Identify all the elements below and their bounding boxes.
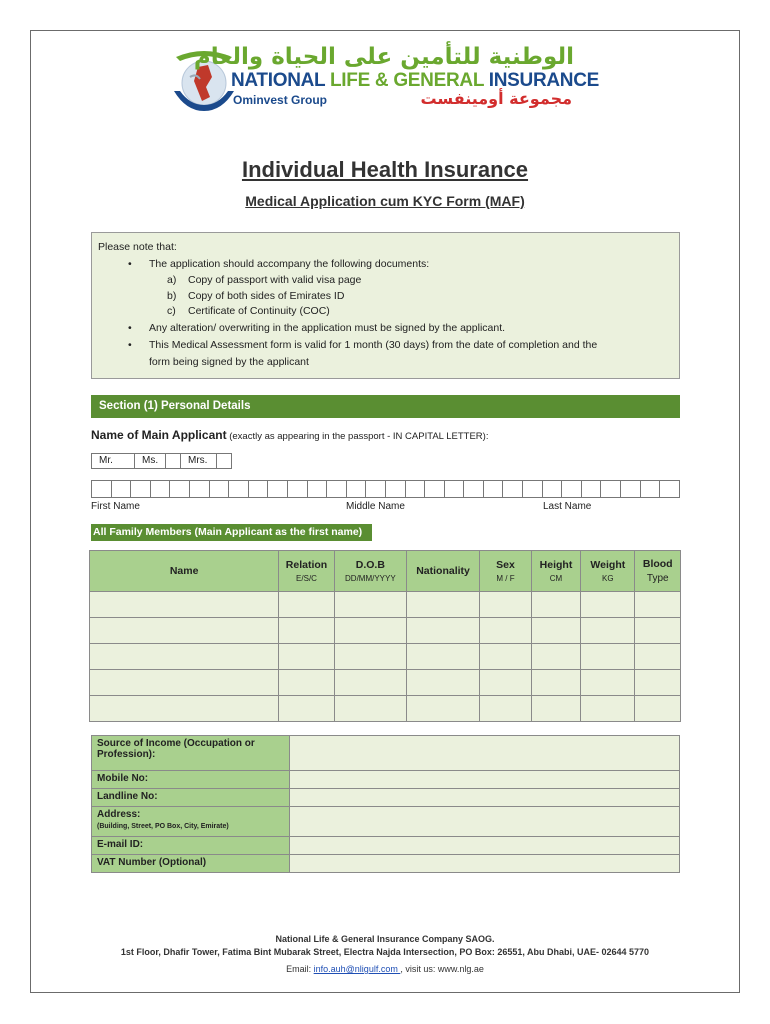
family-cell[interactable] xyxy=(581,696,635,722)
landline-label: Landline No: xyxy=(92,789,290,807)
name-char-box[interactable] xyxy=(347,480,367,498)
name-char-box[interactable] xyxy=(582,480,602,498)
family-cell[interactable] xyxy=(406,696,479,722)
col-header-sex: Sex M / F xyxy=(480,551,532,592)
family-cell[interactable] xyxy=(334,696,406,722)
main-applicant-label: Name of Main Applicant (exactly as appearing in the passport - IN CAPITAL LETTER): xyxy=(91,428,489,442)
col-header-relation: Relation E/S/C xyxy=(279,551,335,592)
family-cell[interactable] xyxy=(406,644,479,670)
source-of-income-field[interactable] xyxy=(290,736,680,771)
family-cell[interactable] xyxy=(635,670,681,696)
name-char-box[interactable] xyxy=(151,480,171,498)
family-cell[interactable] xyxy=(635,592,681,618)
family-cell[interactable] xyxy=(480,670,532,696)
family-cell[interactable] xyxy=(635,644,681,670)
table-row xyxy=(92,771,680,789)
family-cell[interactable] xyxy=(531,592,580,618)
last-name-label: Last Name xyxy=(543,501,592,512)
email-label: E-mail ID: xyxy=(92,837,290,855)
name-char-box[interactable] xyxy=(170,480,190,498)
title-option-mrs[interactable]: Mrs. xyxy=(180,453,217,469)
family-cell[interactable] xyxy=(334,644,406,670)
note-doc-coc: Certificate of Continuity (COC) xyxy=(188,305,330,317)
family-cell[interactable] xyxy=(279,618,335,644)
family-cell[interactable] xyxy=(334,670,406,696)
list-marker: c) xyxy=(167,305,176,317)
footer-address: 1st Floor, Dhafir Tower, Fatima Bint Mubarak Street, Electra Najda Intersection, PO Box: 26551, Abu Dhabi, UAE- 02644 5770 xyxy=(120,947,650,957)
name-char-box[interactable] xyxy=(308,480,328,498)
name-char-box[interactable] xyxy=(190,480,210,498)
family-cell[interactable] xyxy=(581,618,635,644)
name-char-box[interactable] xyxy=(445,480,465,498)
mobile-field[interactable] xyxy=(290,771,680,789)
family-cell[interactable] xyxy=(406,592,479,618)
middle-name-label: Middle Name xyxy=(346,501,405,512)
name-char-box[interactable] xyxy=(327,480,347,498)
list-marker: b) xyxy=(167,290,177,302)
name-char-box[interactable] xyxy=(288,480,308,498)
family-cell[interactable] xyxy=(480,592,532,618)
title-option-ms[interactable]: Ms. xyxy=(134,453,166,469)
name-char-box[interactable] xyxy=(366,480,386,498)
email-link[interactable]: info.auh@nligulf.com xyxy=(313,964,401,974)
first-name-label: First Name xyxy=(91,501,140,512)
note-bullet-validity: This Medical Assessment form is valid for 1 month (30 days) from the date of completion and the xyxy=(149,339,598,351)
family-cell[interactable] xyxy=(531,696,580,722)
table-row xyxy=(92,736,680,771)
family-cell[interactable] xyxy=(480,644,532,670)
name-char-box[interactable] xyxy=(425,480,445,498)
name-char-box[interactable] xyxy=(91,480,112,498)
name-char-box[interactable] xyxy=(464,480,484,498)
family-cell[interactable] xyxy=(334,592,406,618)
table-row xyxy=(92,855,680,873)
family-cell[interactable] xyxy=(480,696,532,722)
note-doc-passport: Copy of passport with valid visa page xyxy=(188,274,362,286)
logo-group-name: Ominvest Group xyxy=(233,93,328,107)
family-cell[interactable] xyxy=(334,618,406,644)
list-marker: a) xyxy=(167,274,177,286)
vat-field[interactable] xyxy=(290,855,680,873)
note-doc-emirates-id: Copy of both sides of Emirates ID xyxy=(188,290,345,302)
table-row xyxy=(90,670,681,696)
name-char-box[interactable] xyxy=(562,480,582,498)
name-char-box[interactable] xyxy=(660,480,680,498)
col-header-dob: D.O.B DD/MM/YYYY xyxy=(334,551,406,592)
logo-arabic-name: الوطنية للتأمين على الحياة والعام xyxy=(193,44,574,70)
vat-label: VAT Number (Optional) xyxy=(92,855,290,873)
family-cell[interactable] xyxy=(279,670,335,696)
table-row xyxy=(90,644,681,670)
family-cell[interactable] xyxy=(279,592,335,618)
col-header-name: Name xyxy=(90,551,279,592)
title-checkbox-mrs[interactable] xyxy=(217,453,232,469)
name-char-box[interactable] xyxy=(386,480,406,498)
family-cell[interactable] xyxy=(581,670,635,696)
table-row xyxy=(90,618,681,644)
family-cell[interactable] xyxy=(90,592,279,618)
family-cell[interactable] xyxy=(406,670,479,696)
mobile-label: Mobile No: xyxy=(92,771,290,789)
name-char-box[interactable] xyxy=(210,480,230,498)
name-char-box[interactable] xyxy=(484,480,504,498)
col-header-weight: Weight KG xyxy=(581,551,635,592)
bullet-marker: • xyxy=(128,258,132,270)
name-char-box[interactable] xyxy=(503,480,523,498)
family-cell[interactable] xyxy=(90,618,279,644)
col-header-nationality: Nationality xyxy=(406,551,479,592)
page-title: Individual Health Insurance xyxy=(241,157,529,182)
contact-details-table xyxy=(91,735,680,873)
col-header-blood: Blood Type xyxy=(635,551,681,592)
table-row xyxy=(90,696,681,722)
footer-contact: Email: info.auh@nligulf.com , visit us: www.nlg.ae xyxy=(286,964,484,974)
table-row xyxy=(92,789,680,807)
family-cell[interactable] xyxy=(581,644,635,670)
table-row xyxy=(90,592,681,618)
note-heading: Please note that: xyxy=(98,241,177,253)
name-char-box[interactable] xyxy=(229,480,249,498)
family-cell[interactable] xyxy=(90,670,279,696)
family-members-header: All Family Members (Main Applicant as the first name) xyxy=(91,524,372,541)
name-char-box[interactable] xyxy=(543,480,563,498)
title-option-mr[interactable]: Mr. xyxy=(91,453,135,469)
name-char-box[interactable] xyxy=(406,480,426,498)
family-cell[interactable] xyxy=(531,618,580,644)
family-cell[interactable] xyxy=(279,696,335,722)
family-cell[interactable] xyxy=(531,644,580,670)
name-char-box[interactable] xyxy=(641,480,661,498)
landline-field[interactable] xyxy=(290,789,680,807)
logo-arabic-group: مجموعة أومينفست xyxy=(420,89,572,108)
family-members-table xyxy=(89,550,681,722)
logo-english-name: NATIONAL LIFE & GENERAL INSURANCE xyxy=(231,70,600,91)
page-subtitle: Medical Application cum KYC Form (MAF) xyxy=(245,193,525,209)
family-cell[interactable] xyxy=(480,618,532,644)
col-header-height: Height CM xyxy=(531,551,580,592)
family-cell[interactable] xyxy=(581,592,635,618)
family-cell[interactable] xyxy=(406,618,479,644)
address-label: Address: (Building, Street, PO Box, City, Emirate) xyxy=(92,807,290,837)
name-char-box[interactable] xyxy=(112,480,132,498)
note-bullet-documents: The application should accompany the following documents: xyxy=(149,258,430,270)
name-char-box[interactable] xyxy=(523,480,543,498)
name-char-box[interactable] xyxy=(268,480,288,498)
name-char-box[interactable] xyxy=(601,480,621,498)
address-field[interactable] xyxy=(290,807,680,837)
note-box xyxy=(91,232,680,379)
family-cell[interactable] xyxy=(279,644,335,670)
title-checkbox-ms[interactable] xyxy=(166,453,181,469)
table-row xyxy=(92,807,680,837)
table-row xyxy=(92,837,680,855)
name-char-box[interactable] xyxy=(621,480,641,498)
email-field[interactable] xyxy=(290,837,680,855)
family-cell[interactable] xyxy=(90,644,279,670)
source-of-income-label: Source of Income (Occupation or Profession): xyxy=(92,736,290,771)
family-cell[interactable] xyxy=(90,696,279,722)
note-bullet-validity-cont: form being signed by the applicant xyxy=(149,356,309,368)
family-cell[interactable] xyxy=(635,618,681,644)
name-char-box[interactable] xyxy=(131,480,151,498)
footer-company: National Life & General Insurance Company SAOG. xyxy=(275,934,495,944)
applicant-name-boxes[interactable] xyxy=(91,480,680,498)
bullet-marker: • xyxy=(128,322,132,334)
family-cell[interactable] xyxy=(635,696,681,722)
family-cell[interactable] xyxy=(531,670,580,696)
note-bullet-alteration: Any alteration/ overwriting in the application must be signed by the applicant. xyxy=(149,322,506,334)
table-header-row xyxy=(90,551,681,592)
name-char-box[interactable] xyxy=(249,480,269,498)
bullet-marker: • xyxy=(128,339,132,351)
section-header-personal-details: Section (1) Personal Details xyxy=(91,395,680,418)
